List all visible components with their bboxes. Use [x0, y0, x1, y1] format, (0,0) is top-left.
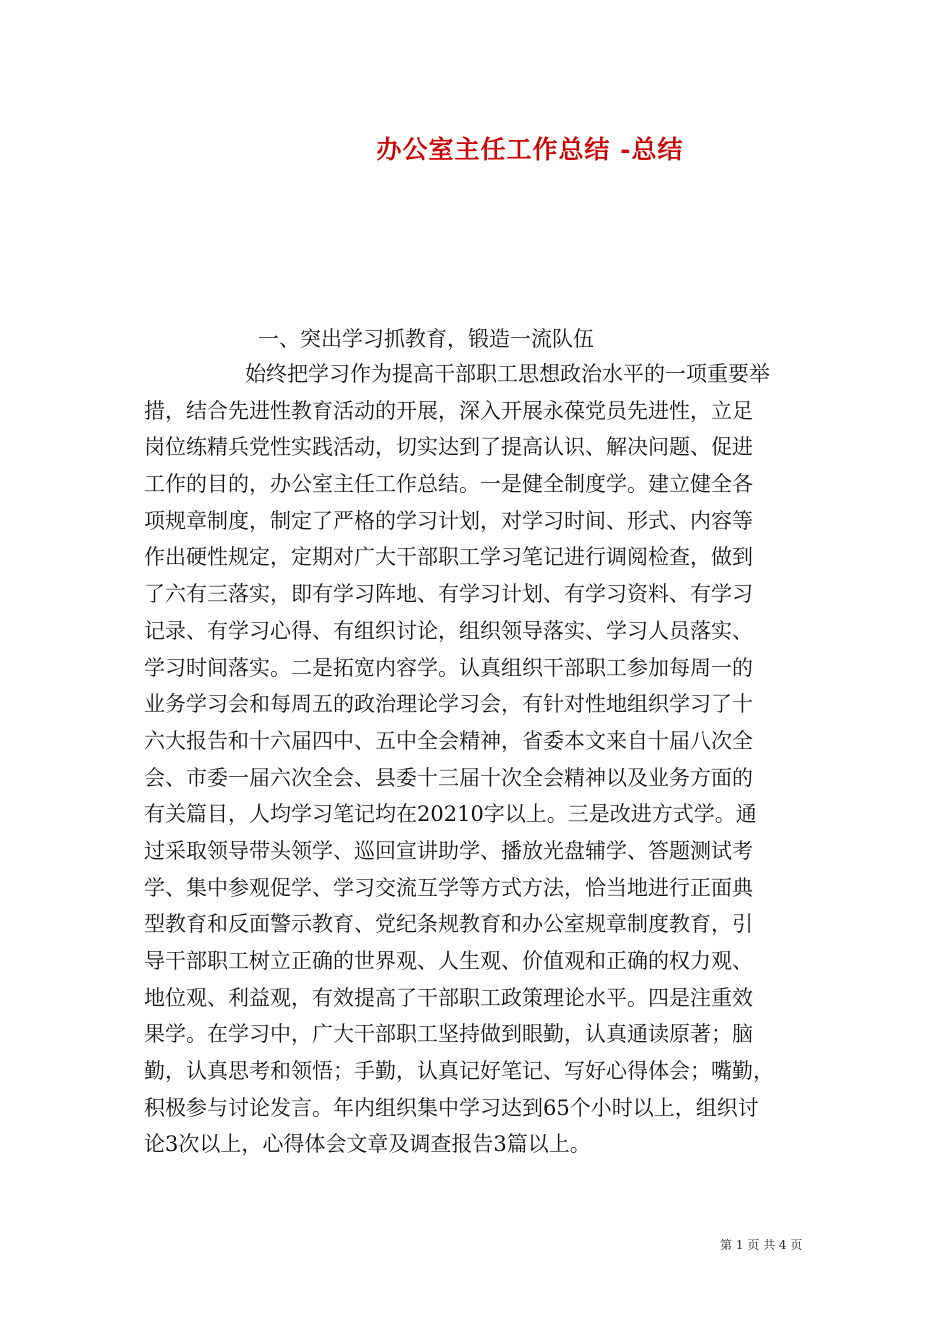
paragraph-line: 学、集中参观促学、学习交流互学等方式方法，恰当地进行正面典 — [144, 875, 753, 900]
paragraph-line: 过采取领导带头领学、巡回宣讲助学、播放光盘辅学、答题测试考 — [144, 838, 753, 863]
paragraph-line: 了六有三落实，即有学习阵地、有学习计划、有学习资料、有学习 — [144, 582, 753, 607]
paragraph-line: 业务学习会和每周五的政治理论学习会，有针对性地组织学习了十 — [144, 692, 753, 717]
paragraph — [144, 356, 844, 1163]
paragraph-line: 积极参与讨论发言。年内组织集中学习达到65个小时以上，组织讨 — [144, 1095, 759, 1120]
paragraph-line: 六大报告和十六届四中、五中全会精神，省委本文来自十届八次全 — [144, 728, 753, 753]
paragraph-line: 地位观、利益观，有效提高了干部职工政策理论水平。四是注重效 — [144, 985, 753, 1010]
paragraph-line: 记录、有学习心得、有组织讨论，组织领导落实、学习人员落实、 — [144, 618, 753, 643]
paragraph-line: 勤，认真思考和领悟；手勤，认真记好笔记、写好心得体会；嘴勤， — [144, 1059, 774, 1084]
document-title: 办公室主任工作总结 -总结 — [376, 135, 684, 164]
paragraph-line: 导干部职工树立正确的世界观、人生观、价值观和正确的权力观、 — [144, 949, 753, 973]
paragraph-line: 会、市委一届六次全会、县委十三届十次全会精神以及业务方面的 — [144, 765, 753, 790]
page-footer: 第 1 页 共 4 页 — [720, 1238, 803, 1252]
paragraph-line: 作出硬性规定，定期对广大干部职工学习笔记进行调阅检查，做到 — [144, 545, 753, 570]
paragraph-line: 始终把学习作为提高干部职工思想政治水平的一项重要举 — [245, 362, 770, 386]
paragraph-line: 型教育和反面警示教育、党纪条规教育和办公室规章制度教育，引 — [144, 912, 753, 937]
paragraph-line: 论3次以上，心得体会文章及调查报告3篇以上。 — [144, 1132, 591, 1157]
paragraph-line: 有关篇目，人均学习笔记均在20210字以上。三是改进方式学。通 — [144, 802, 757, 827]
paragraph-line: 措，结合先进性教育活动的开展，深入开展永葆党员先进性，立足 — [144, 398, 753, 423]
section-heading: 一、突出学习抓教育，锻造一流队伍 — [258, 327, 594, 351]
paragraph-line: 项规章制度，制定了严格的学习计划，对学习时间、形式、内容等 — [144, 508, 753, 533]
paragraph-line: 学习时间落实。二是拓宽内容学。认真组织干部职工参加每周一的 — [144, 655, 753, 680]
paragraph-line: 果学。在学习中，广大干部职工坚持做到眼勤，认真通读原著；脑 — [144, 1022, 753, 1047]
paragraph-line: 岗位练精兵党性实践活动，切实达到了提高认识、解决问题、促进 — [144, 435, 753, 460]
paragraph-line: 工作的目的，办公室主任工作总结。一是健全制度学。建立健全各 — [144, 472, 753, 497]
